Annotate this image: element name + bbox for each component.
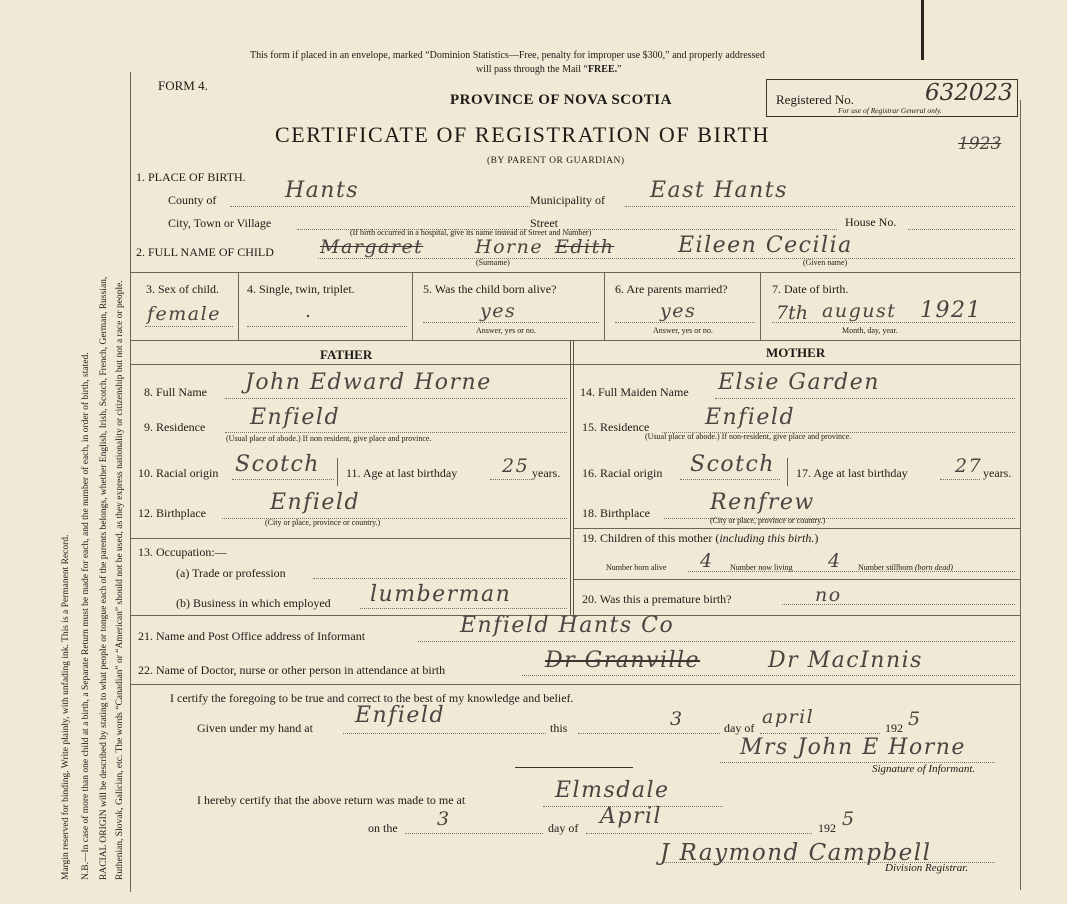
children-label: 19. Children of this mother (including this birth.) <box>582 531 819 545</box>
child-given-name: Eileen Cecilia <box>678 233 853 258</box>
single-twin-value: . <box>305 300 313 322</box>
dob-year: 1921 <box>920 298 982 323</box>
mother-residence-label: 15. Residence <box>582 420 650 434</box>
mother-birthplace-label: 18. Birthplace <box>582 506 650 520</box>
born-alive-count-label: Number born alive <box>606 563 667 572</box>
doctor-value: Dr MacInnis <box>768 648 923 673</box>
mother-name-label: 14. Full Maiden Name <box>580 385 689 399</box>
place-heading: 1. PLACE OF BIRTH. <box>136 170 246 184</box>
given-under-label: Given under my hand at <box>197 721 313 735</box>
single-twin-label: 4. Single, twin, triplet. <box>247 282 355 296</box>
father-birthplace-label: 12. Birthplace <box>138 506 206 520</box>
mother-age-label: 17. Age at last birthday <box>796 466 908 480</box>
given-place-value: Enfield <box>355 703 446 728</box>
mother-residence-caption: (Usual place of abode.) If non-resident, give place and province. <box>645 432 852 441</box>
parents-married-label: 6. Are parents married? <box>615 282 728 296</box>
sidebar-line-1: Margin reserved for binding. Write plainly, with unfading ink. This is a Permanent Record. <box>61 534 71 880</box>
mother-residence-value: Enfield <box>705 405 796 430</box>
municipality-label: Municipality of <box>530 193 605 207</box>
given-month-value: april <box>762 706 815 728</box>
born-alive-caption: Answer, yes or no. <box>476 326 536 335</box>
certify-statement: I certify the foregoing to be true and correct to the best of my knowledge and belief. <box>170 691 574 705</box>
registrar-day-of-label: day of <box>548 821 579 835</box>
trade-label: (a) Trade or profession <box>176 566 286 580</box>
registered-number-label: Registered No. <box>776 92 854 107</box>
father-birthplace-caption: (City or place, province or country.) <box>265 518 381 527</box>
born-alive-label: 5. Was the child born alive? <box>423 282 557 296</box>
dob-caption: Month, day, year. <box>842 326 898 335</box>
father-birthplace-value: Enfield <box>270 490 361 515</box>
registrar-signature: J Raymond Campbell <box>660 840 932 866</box>
business-label: (b) Business in which employed <box>176 596 331 610</box>
father-heading: FATHER <box>320 347 373 362</box>
occupation-label: 13. Occupation:— <box>138 545 227 559</box>
informant-label: 21. Name and Post Office address of Informant <box>138 629 366 643</box>
date-of-birth-label: 7. Date of birth. <box>772 282 849 296</box>
father-age-years: years. <box>532 466 561 480</box>
hospital-note: (If birth occurred in a hospital, give its name instead of Street and Number) <box>350 228 592 237</box>
registrar-caption: Division Registrar. <box>885 862 969 874</box>
dob-day: 7th <box>776 302 808 324</box>
child-surname: Horne <box>475 236 544 258</box>
informant-signature-caption: Signature of Informant. <box>872 763 976 775</box>
dob-month: august <box>822 300 897 322</box>
mother-age-value: 27 <box>955 455 983 477</box>
registrar-year-suffix: 5 <box>842 808 856 830</box>
sidebar-line-2: N.B.—In case of more than one child at a birth, a Separate Return must be made for each, and the number of each, in order of birth, stated. <box>81 352 91 880</box>
father-age-label: 11. Age at last birthday <box>346 466 458 480</box>
municipality-value: East Hants <box>650 178 788 203</box>
county-value: Hants <box>285 178 360 203</box>
registrar-year-prefix: 192 <box>818 821 836 835</box>
business-value: lumberman <box>370 582 512 607</box>
city-label: City, Town or Village <box>168 216 272 230</box>
given-year-suffix: 5 <box>908 708 922 730</box>
postal-notice-line1: This form if placed in an envelope, marked “Dominion Statistics—Free, penalty for improper use $300,” and properly addressed <box>250 50 765 61</box>
mother-age-years: years. <box>983 466 1012 480</box>
province-heading: PROVINCE OF NOVA SCOTIA <box>450 92 672 108</box>
registrar-day-value: 3 <box>437 808 451 830</box>
given-name-caption: (Given name) <box>803 258 848 267</box>
sex-label: 3. Sex of child. <box>146 282 219 296</box>
mother-heading: MOTHER <box>766 345 826 360</box>
father-name-label: 8. Full Name <box>144 385 207 399</box>
parents-married-caption: Answer, yes or no. <box>653 326 713 335</box>
born-alive-count-value: 4 <box>700 550 714 572</box>
father-residence-caption: (Usual place of abode.) If non resident, give place and province. <box>226 434 432 443</box>
given-year-prefix: 192 <box>885 721 903 735</box>
sidebar-line-3: RACIAL ORIGIN will be described by stating to what people or tongue each of the parents belongs, whether English, Irish, Scotch, French, German, Russian, <box>99 276 109 880</box>
given-day-value: 3 <box>670 708 684 730</box>
now-living-value: 4 <box>828 550 842 572</box>
father-racial-label: 10. Racial origin <box>138 466 219 480</box>
informant-signature: Mrs John E Horne <box>740 735 966 760</box>
postal-notice-line2: will pass through the Mail “FREE.” <box>476 64 622 75</box>
father-name-value: John Edward Horne <box>245 370 492 395</box>
premature-value: no <box>815 584 842 606</box>
sidebar-line-4: Ruthenian, Slovak, Galician, etc. The words “Canadian” or “American” should not be used, as they express nationality or citizenship but not a race or people. <box>115 280 125 880</box>
registrar-on-the-label: on the <box>368 821 398 835</box>
mother-racial-value: Scotch <box>690 452 775 477</box>
mother-racial-label: 16. Racial origin <box>582 466 663 480</box>
street-label: Street <box>530 216 558 230</box>
registered-number-value: 632023 <box>925 80 1013 106</box>
this-label: this <box>550 721 568 735</box>
given-day-of-label: day of <box>724 721 755 735</box>
stillborn-label: Number stillborn (born dead) <box>858 563 953 572</box>
child-struck-name-1: Margaret <box>320 236 424 258</box>
form-number: FORM 4. <box>158 78 208 93</box>
mother-birthplace-value: Renfrew <box>710 490 815 515</box>
now-living-label: Number now living <box>730 563 793 572</box>
sex-value: female <box>147 303 221 325</box>
registrar-place-value: Elmsdale <box>555 778 670 803</box>
premature-label: 20. Was this a premature birth? <box>582 592 732 606</box>
surname-caption: (Surname) <box>476 258 510 267</box>
mother-birthplace-caption: (City or place, province or country.) <box>710 516 826 525</box>
doctor-struck: Dr Granville <box>545 648 701 673</box>
father-racial-value: Scotch <box>235 452 320 477</box>
informant-value: Enfield Hants Co <box>460 613 675 638</box>
certificate-title: CERTIFICATE OF REGISTRATION OF BIRTH <box>275 122 770 147</box>
house-label: House No. <box>845 215 897 229</box>
father-residence-label: 9. Residence <box>144 420 206 434</box>
registered-number-note: For use of Registrar General only. <box>838 106 942 115</box>
born-alive-value: yes <box>480 300 517 322</box>
mother-name-value: Elsie Garden <box>718 370 880 395</box>
certificate-subtitle: (BY PARENT OR GUARDIAN) <box>487 156 625 166</box>
registrar-month-value: April <box>600 804 663 829</box>
county-label: County of <box>168 193 217 207</box>
child-struck-name-2: Edith <box>555 236 615 258</box>
doctor-label: 22. Name of Doctor, nurse or other person in attendance at birth <box>138 663 446 677</box>
registrar-statement: I hereby certify that the above return was made to me at <box>197 793 466 807</box>
child-name-label: 2. FULL NAME OF CHILD <box>136 245 274 259</box>
parents-married-value: yes <box>660 300 697 322</box>
father-residence-value: Enfield <box>250 405 341 430</box>
corner-mark: 1923 <box>958 134 1002 154</box>
father-age-value: 25 <box>502 455 530 477</box>
